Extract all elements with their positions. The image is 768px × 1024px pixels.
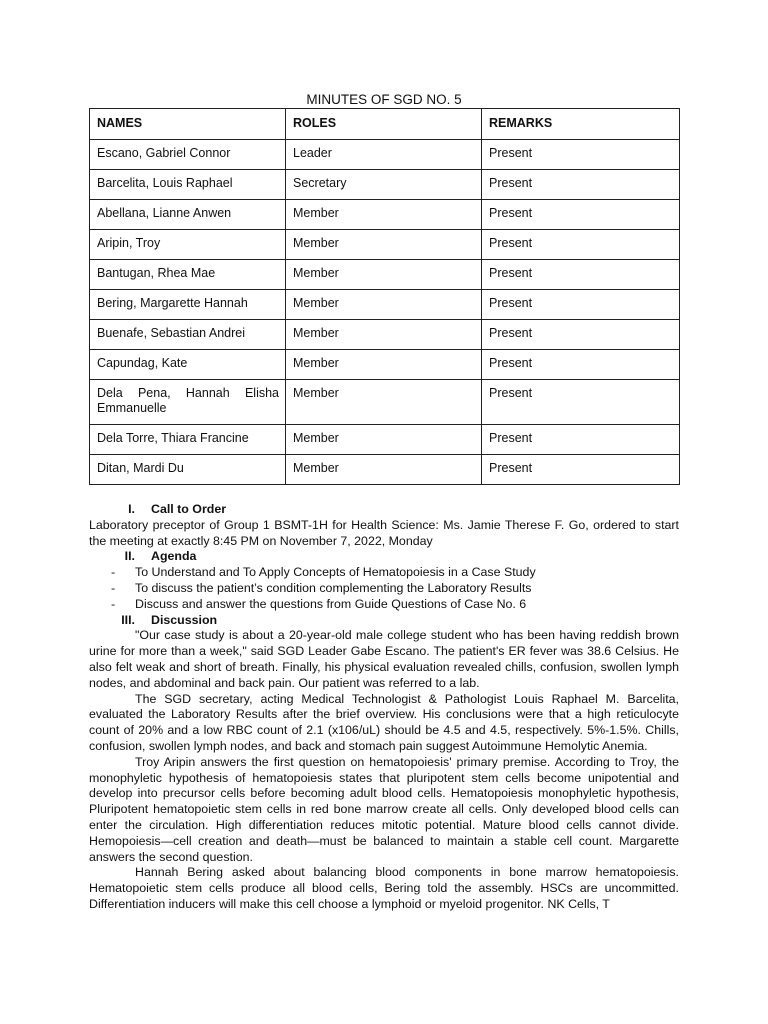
discussion-paragraph: Hannah Bering asked about balancing blood components in bone marrow hematopoiesis. Hematopoietic stem cells produce all blood cells, Bering told the assembly. HSCs are uncommitted. Differentiation inducers will make this cell choose a lymphoid or myeloid progenitor. NK Cells, T bbox=[89, 865, 679, 911]
member-role: Secretary bbox=[286, 170, 482, 200]
column-header-remarks: REMARKS bbox=[482, 109, 680, 140]
section-heading-call-to-order bbox=[89, 502, 679, 518]
member-name: Abellana, Lianne Anwen bbox=[90, 200, 286, 230]
section-heading-agenda bbox=[89, 549, 679, 565]
section-number: I. bbox=[128, 502, 135, 516]
member-remark: Present bbox=[482, 170, 680, 200]
member-role: Member bbox=[286, 320, 482, 350]
table-row bbox=[90, 350, 680, 380]
section-title: Agenda bbox=[151, 549, 197, 564]
member-remark: Present bbox=[482, 320, 680, 350]
member-role: Member bbox=[286, 230, 482, 260]
list-item bbox=[89, 597, 679, 613]
document-title: MINUTES OF SGD NO. 5 bbox=[306, 92, 462, 107]
column-header-roles: ROLES bbox=[286, 109, 482, 140]
member-remark: Present bbox=[482, 200, 680, 230]
list-item bbox=[89, 581, 679, 597]
member-name: Buenafe, Sebastian Andrei bbox=[90, 320, 286, 350]
agenda-list bbox=[89, 565, 679, 612]
table-row bbox=[90, 425, 680, 455]
agenda-item-text: To discuss the patient’s condition complementing the Laboratory Results bbox=[135, 580, 532, 595]
member-role: Member bbox=[286, 425, 482, 455]
discussion-paragraph: "Our case study is about a 20-year-old male college student who has been having reddish brown urine for more than a week," said SGD Leader Gabe Escano. The patient's ER fever was 38.6 Celsius. He also felt weak and short of breath. Finally, his physical evaluation revealed chills, confusion, swollen lymph nodes, and abdominal and back pain. Our patient was referred to a lab. bbox=[89, 628, 679, 690]
member-name: Escano, Gabriel Connor bbox=[90, 140, 286, 170]
section-number: III. bbox=[121, 612, 135, 627]
member-name: Barcelita, Louis Raphael bbox=[90, 170, 286, 200]
column-header-names: NAMES bbox=[90, 109, 286, 140]
member-role: Member bbox=[286, 260, 482, 290]
member-remark: Present bbox=[482, 140, 680, 170]
member-name: Dela Torre, Thiara Francine bbox=[90, 425, 286, 455]
table-row bbox=[90, 200, 680, 230]
table-row bbox=[90, 230, 680, 260]
agenda-item-text: To Understand and To Apply Concepts of Hematopoiesis in a Case Study bbox=[135, 565, 536, 580]
member-name: Bering, Margarette Hannah bbox=[90, 290, 286, 320]
section-heading-discussion bbox=[89, 613, 679, 629]
table-header-row bbox=[90, 109, 680, 140]
member-remark: Present bbox=[482, 380, 680, 425]
list-item bbox=[89, 565, 679, 581]
call-to-order-text: Laboratory preceptor of Group 1 BSMT-1H for Health Science: Ms. Jamie Therese F. Go, ordered to start the meeting at exactly 8:45 PM on November 7, 2022, Monday bbox=[89, 517, 679, 548]
table-row bbox=[90, 140, 680, 170]
member-name: Aripin, Troy bbox=[90, 230, 286, 260]
section-title: Call to Order bbox=[151, 502, 227, 516]
dash-bullet: - bbox=[111, 580, 116, 595]
table-row bbox=[90, 290, 680, 320]
dash-bullet: - bbox=[111, 565, 116, 580]
member-name: Dela Pena, Hannah Elisha Emmanuelle bbox=[90, 380, 286, 425]
section-title: Discussion bbox=[151, 612, 218, 627]
table-row bbox=[90, 380, 680, 425]
discussion-paragraph: The SGD secretary, acting Medical Technologist & Pathologist Louis Raphael M. Barcelita, evaluated the Laboratory Results after the brief overview. His conclusions were that a high reticulocyte count of 20% and a low RBC count of 2.1 (x106/uL) should be 4.5 and 4.5, respectively. 5%-1.5%. Chills, confusion, swollen lymph nodes, and back and stomach pain suggest Autoimmune Hemolytic Anemia. bbox=[89, 691, 679, 753]
agenda-item-text: Discuss and answer the questions from Guide Questions of Case No. 6 bbox=[135, 596, 527, 611]
member-role: Member bbox=[286, 350, 482, 380]
table-row bbox=[90, 170, 680, 200]
member-role: Member bbox=[286, 455, 482, 485]
member-role: Member bbox=[286, 290, 482, 320]
discussion-paragraph: Troy Aripin answers the first question on hematopoiesis' primary premise. According to Troy, the monophyletic hypothesis of hematopoiesis states that pluripotent stem cells become unipotential and develop into precursor cells before becoming adult blood cells. Hematopoiesis monophyletic hypothesis, Pluripotent hematopoietic stem cells in red bone marrow create all cells. Only developed blood cells can enter the circulation. High differentiation reduces mitotic potential. Mature blood cells cannot divide. Hemopoiesis—cell creation and death—must be balanced to maintain a stable cell count. Margarette answers the second question. bbox=[89, 754, 679, 864]
member-name: Bantugan, Rhea Mae bbox=[90, 260, 286, 290]
member-name: Ditan, Mardi Du bbox=[90, 455, 286, 485]
section-number: II. bbox=[124, 549, 135, 564]
member-role: Member bbox=[286, 200, 482, 230]
dash-bullet: - bbox=[111, 596, 116, 611]
member-remark: Present bbox=[482, 230, 680, 260]
member-role: Member bbox=[286, 380, 482, 425]
member-remark: Present bbox=[482, 260, 680, 290]
attendance-table bbox=[89, 108, 680, 485]
minutes-body bbox=[89, 502, 679, 913]
member-remark: Present bbox=[482, 350, 680, 380]
member-remark: Present bbox=[482, 290, 680, 320]
table-row bbox=[90, 455, 680, 485]
member-name: Capundag, Kate bbox=[90, 350, 286, 380]
member-remark: Present bbox=[482, 455, 680, 485]
member-role: Leader bbox=[286, 140, 482, 170]
table-row bbox=[90, 320, 680, 350]
table-row bbox=[90, 260, 680, 290]
member-remark: Present bbox=[482, 425, 680, 455]
